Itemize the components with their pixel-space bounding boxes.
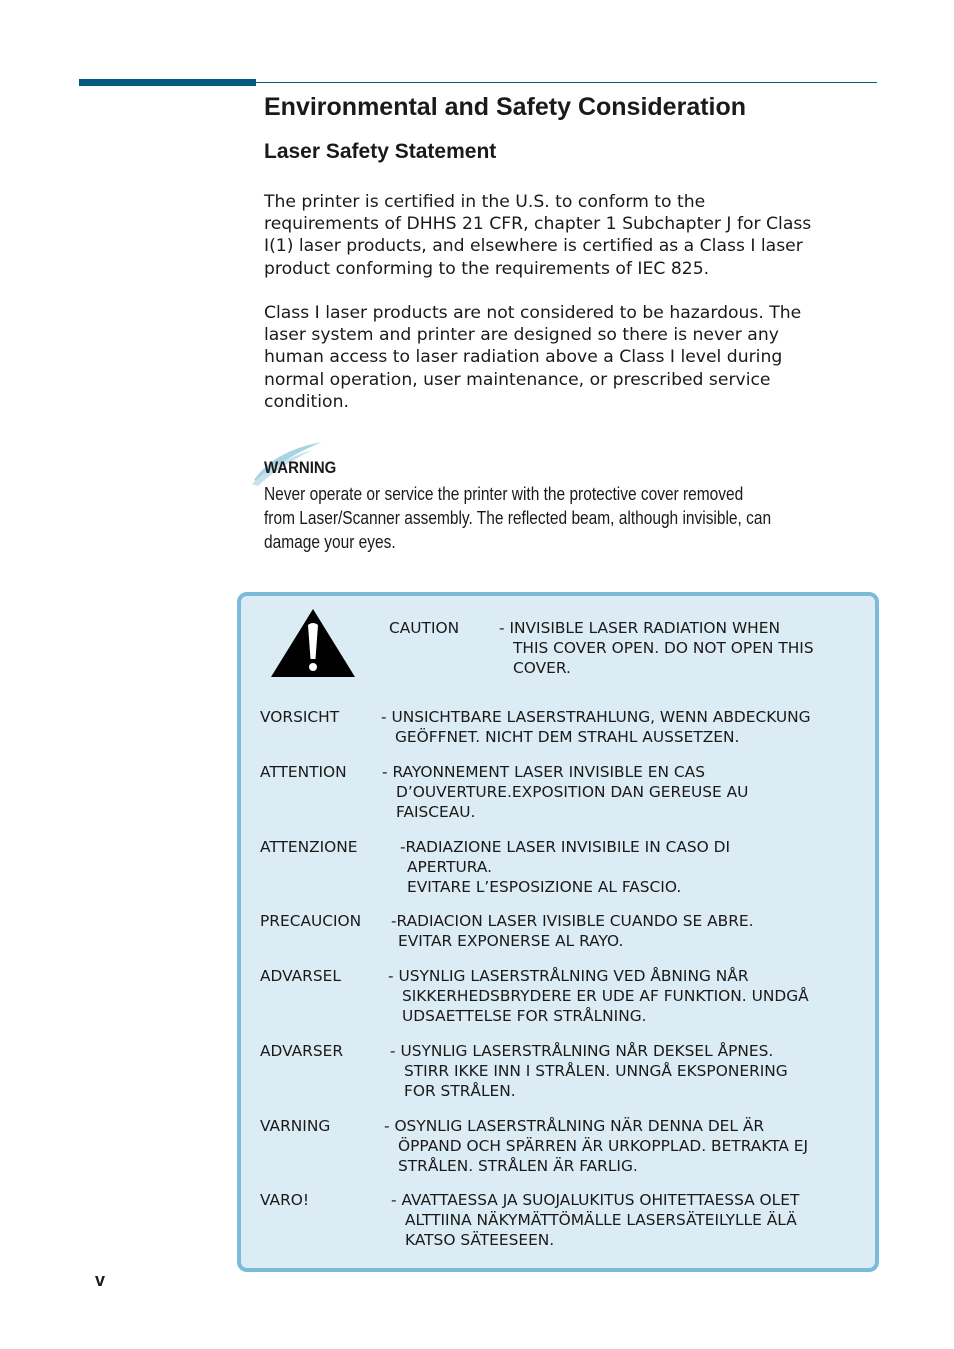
paragraph-line: requirements of DHHS 21 CFR, chapter 1 Subchapter J for Class xyxy=(264,214,812,235)
entry-line: - AVATTAESSA JA SUOJALUKITUS OHITETTAESSA OLET xyxy=(391,1191,800,1209)
warning-line: Never operate or service the printer with the protective cover removed xyxy=(264,484,744,504)
entry-line: - OSYNLIG LASERSTRÅLNING NÄR DENNA DEL ÄR xyxy=(384,1117,765,1135)
entry-label: VARO! xyxy=(260,1191,310,1209)
page-title: Environmental and Safety Consideration xyxy=(264,93,747,121)
paragraph-line: human access to laser radiation above a Class I level during xyxy=(264,347,783,368)
entry-label: ATTENTION xyxy=(260,763,347,781)
caution-line: - INVISIBLE LASER RADIATION WHEN xyxy=(499,619,780,637)
paragraph-line: laser system and printer are designed so there is never any xyxy=(264,325,779,346)
warning-triangle-icon xyxy=(270,607,356,679)
entry-line: FAISCEAU. xyxy=(396,803,476,821)
warning-body xyxy=(264,482,866,554)
warning-line: damage your eyes. xyxy=(264,532,396,552)
paragraph-line: product conforming to the requirements of IEC 825. xyxy=(264,258,710,279)
entry-label: PRECAUCION xyxy=(260,912,362,930)
entry-line: EVITAR EXPONERSE AL RAYO. xyxy=(398,932,624,950)
entry-line: ALTTIINA NÄKYMÄTTÖMÄLLE LASERSÄTEILYLLE ÄLÄ xyxy=(405,1211,797,1229)
caution-line: THIS COVER OPEN. DO NOT OPEN THIS xyxy=(513,639,814,657)
entry-line: ÖPPAND OCH SPÄRREN ÄR URKOPPLAD. BETRAKTA EJ xyxy=(398,1137,809,1155)
entry-line: - UNSICHTBARE LASERSTRAHLUNG, WENN ABDECKUNG xyxy=(381,708,811,726)
entry-line: -RADIAZIONE LASER INVISIBILE IN CASO DI xyxy=(400,838,731,856)
paragraph-line: condition. xyxy=(264,391,349,412)
entry-line: - USYNLIG LASERSTRÅLNING VED ÅBNING NÅR xyxy=(388,967,749,985)
paragraph-line: normal operation, user maintenance, or prescribed service xyxy=(264,369,771,390)
entry-line: -RADIACION LASER IVISIBLE CUANDO SE ABRE. xyxy=(391,912,754,930)
warning-line: from Laser/Scanner assembly. The reflected beam, although invisible, can xyxy=(264,508,772,528)
entry-line: - USYNLIG LASERSTRÅLNING NÅR DEKSEL ÅPNES. xyxy=(390,1042,774,1060)
entry-label: VARNING xyxy=(260,1117,331,1135)
entry-line: D’OUVERTURE.EXPOSITION DAN GEREUSE AU xyxy=(396,783,749,801)
entry-line: GEÖFFNET. NICHT DEM STRAHL AUSSETZEN. xyxy=(395,728,740,746)
entry-line: SIKKERHEDSBRYDERE ER UDE AF FUNKTION. UNDGÅ xyxy=(402,987,809,1005)
entry-line: EVITARE L’ESPOSIZIONE AL FASCIO. xyxy=(407,878,682,896)
paragraph-line: The printer is certified in the U.S. to conform to the xyxy=(264,192,706,212)
entry-line: APERTURA. xyxy=(407,858,492,876)
entry-label: ADVARSEL xyxy=(260,967,341,985)
entry-line: - RAYONNEMENT LASER INVISIBLE EN CAS xyxy=(382,763,705,781)
caution-line: COVER. xyxy=(513,659,571,677)
header-rule-thin xyxy=(256,82,877,83)
entry-line: FOR STRÅLEN. xyxy=(404,1082,516,1100)
entry-line: KATSO SÄTEESEEN. xyxy=(405,1231,555,1249)
page-number: v xyxy=(95,1270,106,1290)
entry-label: ADVARSER xyxy=(260,1042,344,1060)
paragraph-line: Class I laser products are not considered to be hazardous. The xyxy=(264,303,802,323)
entry-label: VORSICHT xyxy=(260,708,340,726)
section-title: Laser Safety Statement xyxy=(264,140,497,163)
paragraph-certification xyxy=(264,191,876,280)
caution-label: CAUTION xyxy=(389,619,460,637)
paragraph-hazard xyxy=(264,302,876,413)
entry-label: ATTENZIONE xyxy=(260,838,358,856)
entry-line: STIRR IKKE INN I STRÅLEN. UNNGÅ EKSPONERING xyxy=(404,1062,788,1080)
paragraph-line: I(1) laser products, and elsewhere is certified as a Class I laser xyxy=(264,236,803,257)
entry-line: UDSAETTELSE FOR STRÅLNING. xyxy=(402,1007,647,1025)
header-rule-thick xyxy=(79,79,256,86)
warning-title: WARNING xyxy=(264,458,337,477)
entry-line: STRÅLEN. STRÅLEN ÄR FARLIG. xyxy=(398,1157,638,1175)
